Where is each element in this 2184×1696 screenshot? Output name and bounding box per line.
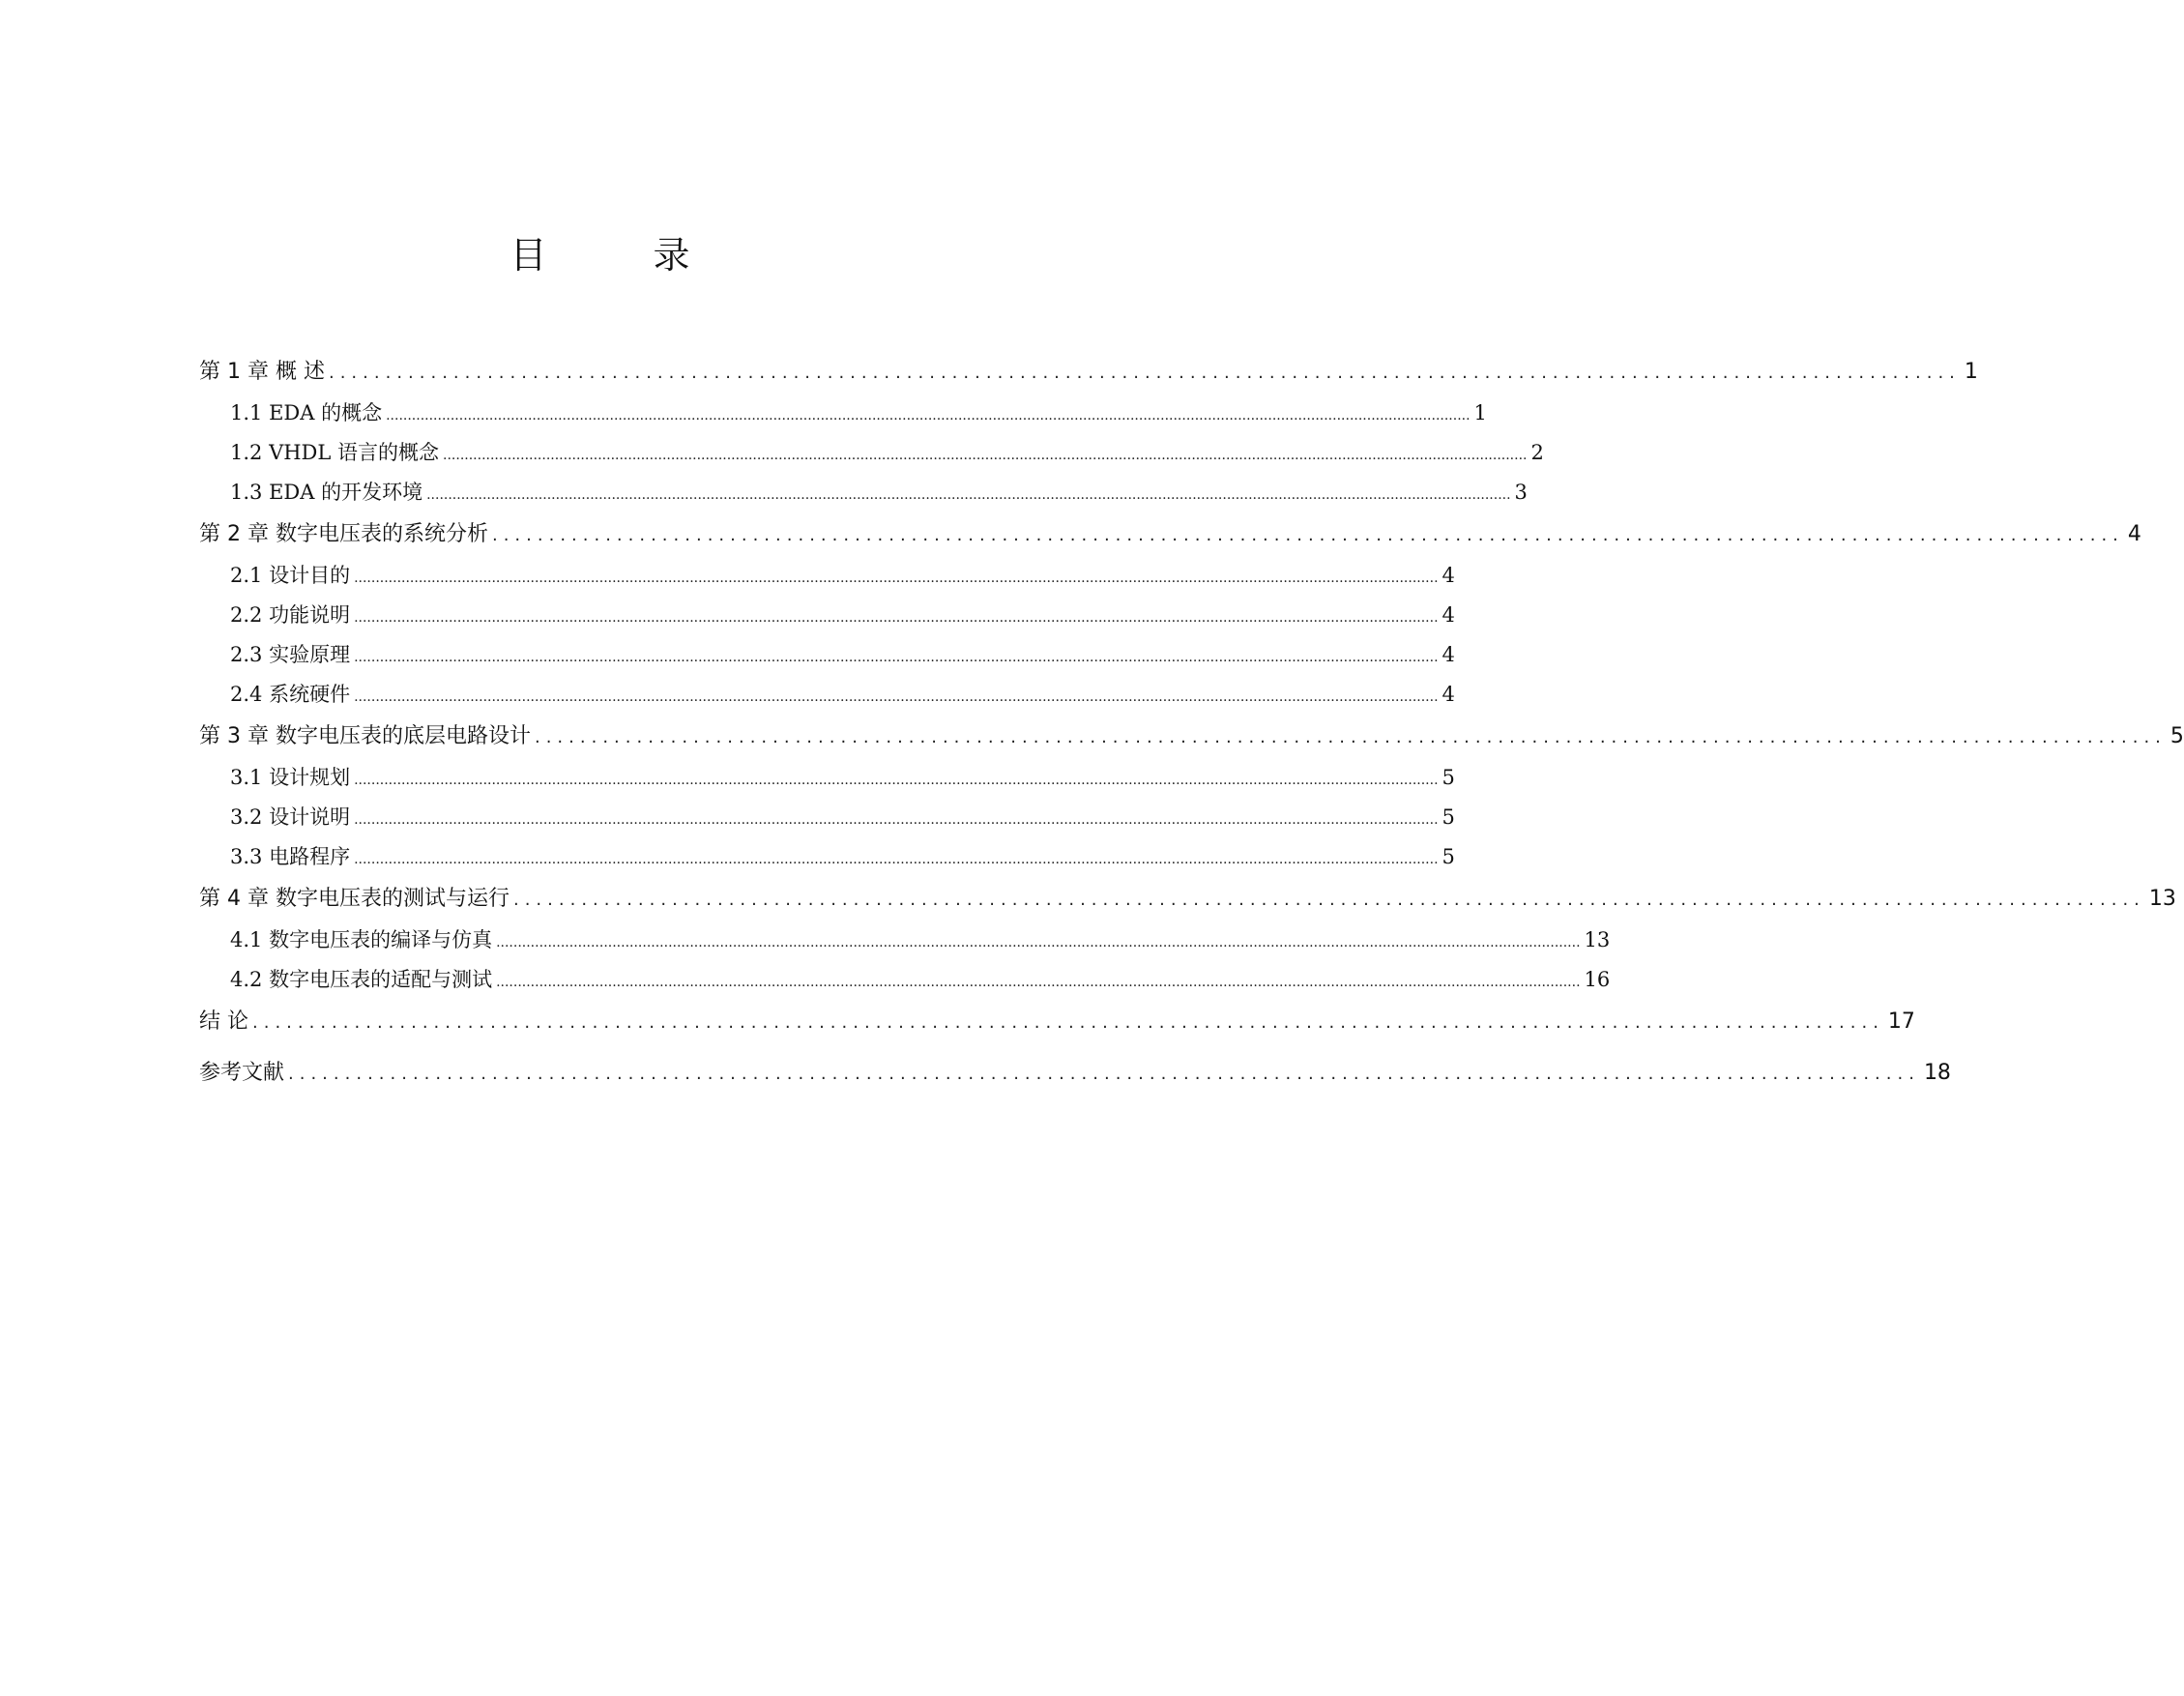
dot-leader: ............................................................................................................................................................................................................................................................ <box>354 689 1439 705</box>
toc-page-number: 4 <box>1441 564 1455 587</box>
toc-entry-text: 第 4 章 数字电压表的测试与运行 <box>199 887 510 911</box>
dot-leader: ................................................................................................................................................ <box>252 1012 1884 1033</box>
toc-entry-conclusion[interactable] <box>199 1000 1915 1043</box>
dot-leader: ............................................................................................................................................................................................................................................................ <box>354 852 1439 867</box>
toc-entry-section-2-3[interactable] <box>199 635 1455 675</box>
toc-entry-section-1-3[interactable] <box>199 473 1528 512</box>
dot-leader: ............................................................................................................................................................................................................................................................ <box>496 975 1581 990</box>
dot-leader: ............................................................................................................................................................................................................................................................ <box>426 487 1511 503</box>
dot-leader: ............................................................................................................................................................................................................................................................ <box>443 448 1528 463</box>
dot-leader: ............................................................................................................................................................................................................................................................ <box>386 408 1471 424</box>
toc-entry-text: 2.2 功能说明 <box>230 603 351 627</box>
toc-entry-text: 3.1 设计规划 <box>230 766 351 789</box>
toc-entry-chapter-1[interactable] <box>199 350 1978 394</box>
toc-entry-section-2-1[interactable] <box>199 556 1455 596</box>
toc-entry-text: 2.4 系统硬件 <box>230 683 351 706</box>
toc-page-number: 17 <box>1887 1009 1915 1034</box>
toc-page-number: 3 <box>1514 481 1528 504</box>
dot-leader: ................................................................................................................................................ <box>288 1064 1920 1084</box>
toc-entry-text: 4.2 数字电压表的适配与测试 <box>230 968 493 991</box>
toc-page-number: 4 <box>1441 603 1455 627</box>
toc-entry-chapter-3[interactable] <box>199 715 2184 758</box>
toc-entry-text: 1.2 VHDL 语言的概念 <box>230 441 440 464</box>
toc-entry-text: 3.2 设计说明 <box>230 805 351 829</box>
toc-page-number: 5 <box>1441 766 1455 789</box>
toc-entry-section-3-1[interactable] <box>199 758 1455 798</box>
toc-page-number: 4 <box>1441 643 1455 666</box>
dot-leader: ............................................................................................................................................................................................................................................................ <box>354 812 1439 828</box>
toc-page-number: 1 <box>1473 401 1487 424</box>
dot-leader: ............................................................................................................................................................................................................................................................ <box>496 935 1581 950</box>
toc-page-number: 5 <box>1441 845 1455 868</box>
toc-entry-text: 第 2 章 数字电压表的系统分析 <box>199 522 488 546</box>
toc-entry-text: 第 3 章 数字电压表的底层电路设计 <box>199 724 531 748</box>
dot-leader: ................................................................................................................................................ <box>328 363 1961 383</box>
toc-entry-text: 参考文献 <box>199 1061 285 1085</box>
toc-page-number: 16 <box>1584 968 1611 991</box>
dot-leader: ............................................................................................................................................................................................................................................................ <box>354 650 1439 665</box>
toc-entry-section-4-1[interactable] <box>199 921 1611 960</box>
dot-leader: ............................................................................................................................................................................................................................................................ <box>354 610 1439 626</box>
dot-leader: ................................................................................................................................................ <box>491 525 2124 545</box>
toc-entry-text: 4.1 数字电压表的编译与仿真 <box>230 928 493 951</box>
toc-entry-section-2-2[interactable] <box>199 596 1455 635</box>
toc-entry-text: 1.3 EDA 的开发环境 <box>230 481 423 504</box>
toc-page-number: 13 <box>2148 887 2176 911</box>
toc-page-number: 13 <box>1584 928 1611 951</box>
dot-leader: ................................................................................................................................................ <box>512 890 2145 910</box>
dot-leader: ............................................................................................................................................................................................................................................................ <box>354 773 1439 788</box>
toc-entry-section-1-2[interactable] <box>199 433 1544 473</box>
table-of-contents <box>199 350 2184 1095</box>
toc-page-number: 5 <box>2169 724 2184 748</box>
toc-entry-chapter-2[interactable] <box>199 512 2141 556</box>
dot-leader: ............................................................................................................................................................................................................................................................ <box>354 570 1439 586</box>
toc-entry-chapter-4[interactable] <box>199 877 2176 921</box>
toc-entry-section-4-2[interactable] <box>199 960 1611 1000</box>
toc-entry-text: 结 论 <box>199 1009 248 1034</box>
toc-entry-text: 2.3 实验原理 <box>230 643 351 666</box>
toc-entry-text: 1.1 EDA 的概念 <box>230 401 383 424</box>
dot-leader: ................................................................................................................................................ <box>534 727 2167 747</box>
toc-entry-section-1-1[interactable] <box>199 394 1487 433</box>
toc-entry-section-3-3[interactable] <box>199 837 1455 877</box>
toc-entry-section-2-4[interactable] <box>199 675 1455 715</box>
toc-entry-text: 3.3 电路程序 <box>230 845 351 868</box>
toc-page-number: 2 <box>1530 441 1544 464</box>
toc-page-number: 4 <box>1441 683 1455 706</box>
toc-entry-text: 2.1 设计目的 <box>230 564 351 587</box>
toc-page-number: 1 <box>1964 360 1978 384</box>
toc-entry-text: 第 1 章 概 述 <box>199 360 325 384</box>
toc-title: 目 录 <box>510 234 725 277</box>
toc-entry-section-3-2[interactable] <box>199 798 1455 837</box>
toc-page-number: 5 <box>1441 805 1455 829</box>
toc-page-number: 18 <box>1923 1061 1951 1085</box>
toc-page-number: 4 <box>2127 522 2141 546</box>
toc-entry-references[interactable] <box>199 1051 1951 1095</box>
